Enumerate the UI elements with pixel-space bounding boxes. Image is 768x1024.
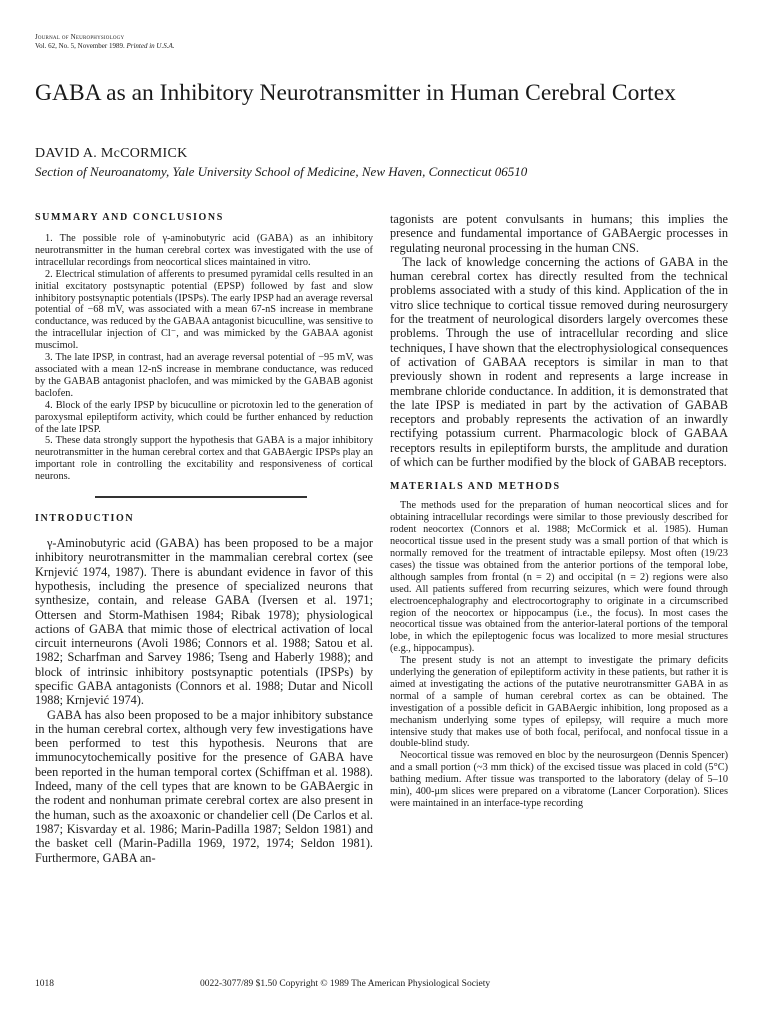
methods-heading: MATERIALS AND METHODS xyxy=(390,481,561,493)
journal-issue: Vol. 62, No. 5, November 1989. xyxy=(35,42,125,50)
author-affiliation: Section of Neuroanatomy, Yale University School of Medicine, New Haven, Connecticut 06510 xyxy=(35,164,528,179)
introduction-heading: INTRODUCTION xyxy=(35,513,135,525)
journal-info xyxy=(35,33,174,51)
methods-paragraph: The methods used for the preparation of human neocortical slices and for obtaining intracellular recordings were similar to those previously described for rodent neocortex (Connors et al. 1988; McCormick et al. 1985). Human neocortical tissue used in the present study was a small portion of that which is normally removed for the treatment of intractable epilepsy. Most often (19/23 cases) the tissue was obtained from the anterior portions of the temporal lobe, although samples from frontal (n = 2) and occipital (n = 2) regions were also used. All patients suffered from recurring seizures, which were found through electroencephalography and electrocortography to originate in a circumscribed region of the neocortex or hippocampus (i.e., the focus). In most cases the neocortical tissue was obtained from the anterior-lateral portions of the temporal lobe, in which the epileptogenic focus was localized to more mesial structures (e.g., hippocampus). xyxy=(390,500,728,655)
summary-item: 2. Electrical stimulation of afferents to presumed pyramidal cells resulted in an initial excitatory postsynaptic potential (EPSP) followed by fast and slow inhibitory postsynaptic potentials (IPSPs). The early IPSP had an average reversal potential of −68 mV, was associated with a mean 67-nS increase in membrane conductance, was reduced by the GABAA antagonist bicuculline, was sensitive to the intracellular injection of Cl⁻, and was mimicked by the GABAA agonist muscimol. xyxy=(35,268,373,352)
methods-paragraph: The present study is not an attempt to investigate the primary deficits underlying the generation of epileptiform activity in these patients, but rather it is aimed at investigating the actions of the putative neurotransmitter GABA in as normal of a sample of human cerebral cortex as can be obtained. The investigation of a possible deficit in GABAergic inhibition, long proposed as a mechanism underlying some types of epilepsy, will require a much more intensive study that makes use of both focal, perifocal, and nonfocal tissue in a double-blind study. xyxy=(390,655,728,750)
article-title: GABA as an Inhibitory Neurotransmitter in Human Cerebral Cortex xyxy=(35,80,676,106)
author-name: DAVID A. McCORMICK xyxy=(35,146,188,161)
summary-item: 3. The late IPSP, in contrast, had an average reversal potential of −95 mV, was associated with a mean 12-nS increase in membrane conductance, was reduced by the GABAB antagonist phaclofen, and was mimicked by the GABAB agonist baclofen. xyxy=(35,352,373,399)
section-divider-wrap xyxy=(35,491,373,503)
right-column xyxy=(390,212,728,810)
section-divider xyxy=(95,496,307,498)
journal-issue-line xyxy=(35,42,174,51)
body-paragraph: The lack of knowledge concerning the actions of GABA in the human cerebral cortex has directly resulted from the technical problems associated with a study of this kind. Application of the in vitro slice technique to cortical tissue removed during neurosurgery for the treatment of neurological disorders largely overcomes these problems. Through the use of intracellular recording and slice techniques, I have shown that the electrophysiological consequences of activation of GABAA receptors is similar in man to that previously shown in rodent and represents a large increase in membrane chloride conductance. In addition, it is demonstrated that the late IPSP is mediated in part by the activation of GABAB receptors and probably represents the activation of an inwardly rectifying potassium current. Pharmacologic block of GABAA receptors results in epileptiform bursts, the amplitude and duration of which can be further modified by the block of GABAB receptors. xyxy=(390,254,728,470)
copyright-line: 0022-3077/89 $1.50 Copyright © 1989 The American Physiological Society xyxy=(200,979,491,989)
summary-item: 5. These data strongly support the hypothesis that GABA is a major inhibitory neurotransmitter in the human cerebral cortex and that GABAergic IPSPs play an important role in controlling the excitability and responsiveness of cortical neurons. xyxy=(35,435,373,483)
intro-paragraph: γ-Aminobutyric acid (GABA) has been proposed to be a major inhibitory neurotransmitter in the mammalian cerebral cortex (see Krnjević 1974, 1987). There is abundant evidence in favor of this hypothesis, including the presence of specialized neurons that synthesize, contain, and release GABA (Iversen et al. 1971; Ottersen and Storm-Mathisen 1984; Ribak 1978); physiological actions of GABA that mimic those of electrical activation of local circuit interneurons (Avoli 1986; Connors et al. 1988; Satou et al. 1982; Scharfman and Sarvey 1986; Tseng and Haberly 1988); and block of intrinsic inhibitory postsynaptic potentials (IPSPs) by specific GABA antagonists (Connors et al. 1988; Dutar and Nicoll 1988; Krnjević 1974). xyxy=(35,536,373,708)
summary-item: 1. The possible role of γ-aminobutyric acid (GABA) as an inhibitory neurotransmitter in the human cerebral cortex was investigated with the use of intracellular recordings from neocortical slices maintained in vitro. xyxy=(35,233,373,268)
body-paragraph: tagonists are potent convulsants in humans; this implies the presence and fundamental importance of GABAergic processes in regulating neuronal processing in the human CNS. xyxy=(390,212,728,255)
journal-name: Journal of Neurophysiology xyxy=(35,33,125,41)
left-column xyxy=(35,212,373,865)
summary-list xyxy=(35,233,373,483)
spacer xyxy=(35,524,373,536)
spacer xyxy=(390,492,728,500)
page-number: 1018 xyxy=(35,979,54,989)
summary-heading: SUMMARY AND CONCLUSIONS xyxy=(35,212,224,223)
intro-paragraph: GABA has also been proposed to be a major inhibitory substance in the human cerebral cortex, although very few investigations have been performed to test this hypothesis. Neurons that are immunocytochemically positive for the presence of GABA have been reported in the human temporal cortex (Schiffman et al. 1988). Indeed, many of the cell types that are known to be GABAergic in the rodent and nonhuman primate cerebral cortex are also present in the human, such as the axoaxonic or chandelier cell (De Carlos et al. 1987; Kisvarday et al. 1986; Marin-Padilla 1987; Seldon 1981) and the basket cell (Marin-Padilla 1969, 1972, 1974; Seldon 1981). Furthermore, GABA an- xyxy=(35,707,373,865)
journal-printed: Printed in U.S.A. xyxy=(126,42,175,50)
summary-item: 4. Block of the early IPSP by bicuculline or picrotoxin led to the generation of paroxysmal epileptiform activity, which could be further enhanced by reduction of the late IPSP. xyxy=(35,399,373,435)
methods-paragraph: Neocortical tissue was removed en bloc by the neurosurgeon (Dennis Spencer) and a small portion (~3 mm thick) of the excised tissue was placed in cold (5°C) bathing medium. After tissue was transported to the laboratory (delay of 5–10 min), 400-μm slices were prepared on a vibratome (Lancer Corporation). Slices were maintained in an interface-type recording xyxy=(390,750,728,809)
spacer xyxy=(390,469,728,481)
